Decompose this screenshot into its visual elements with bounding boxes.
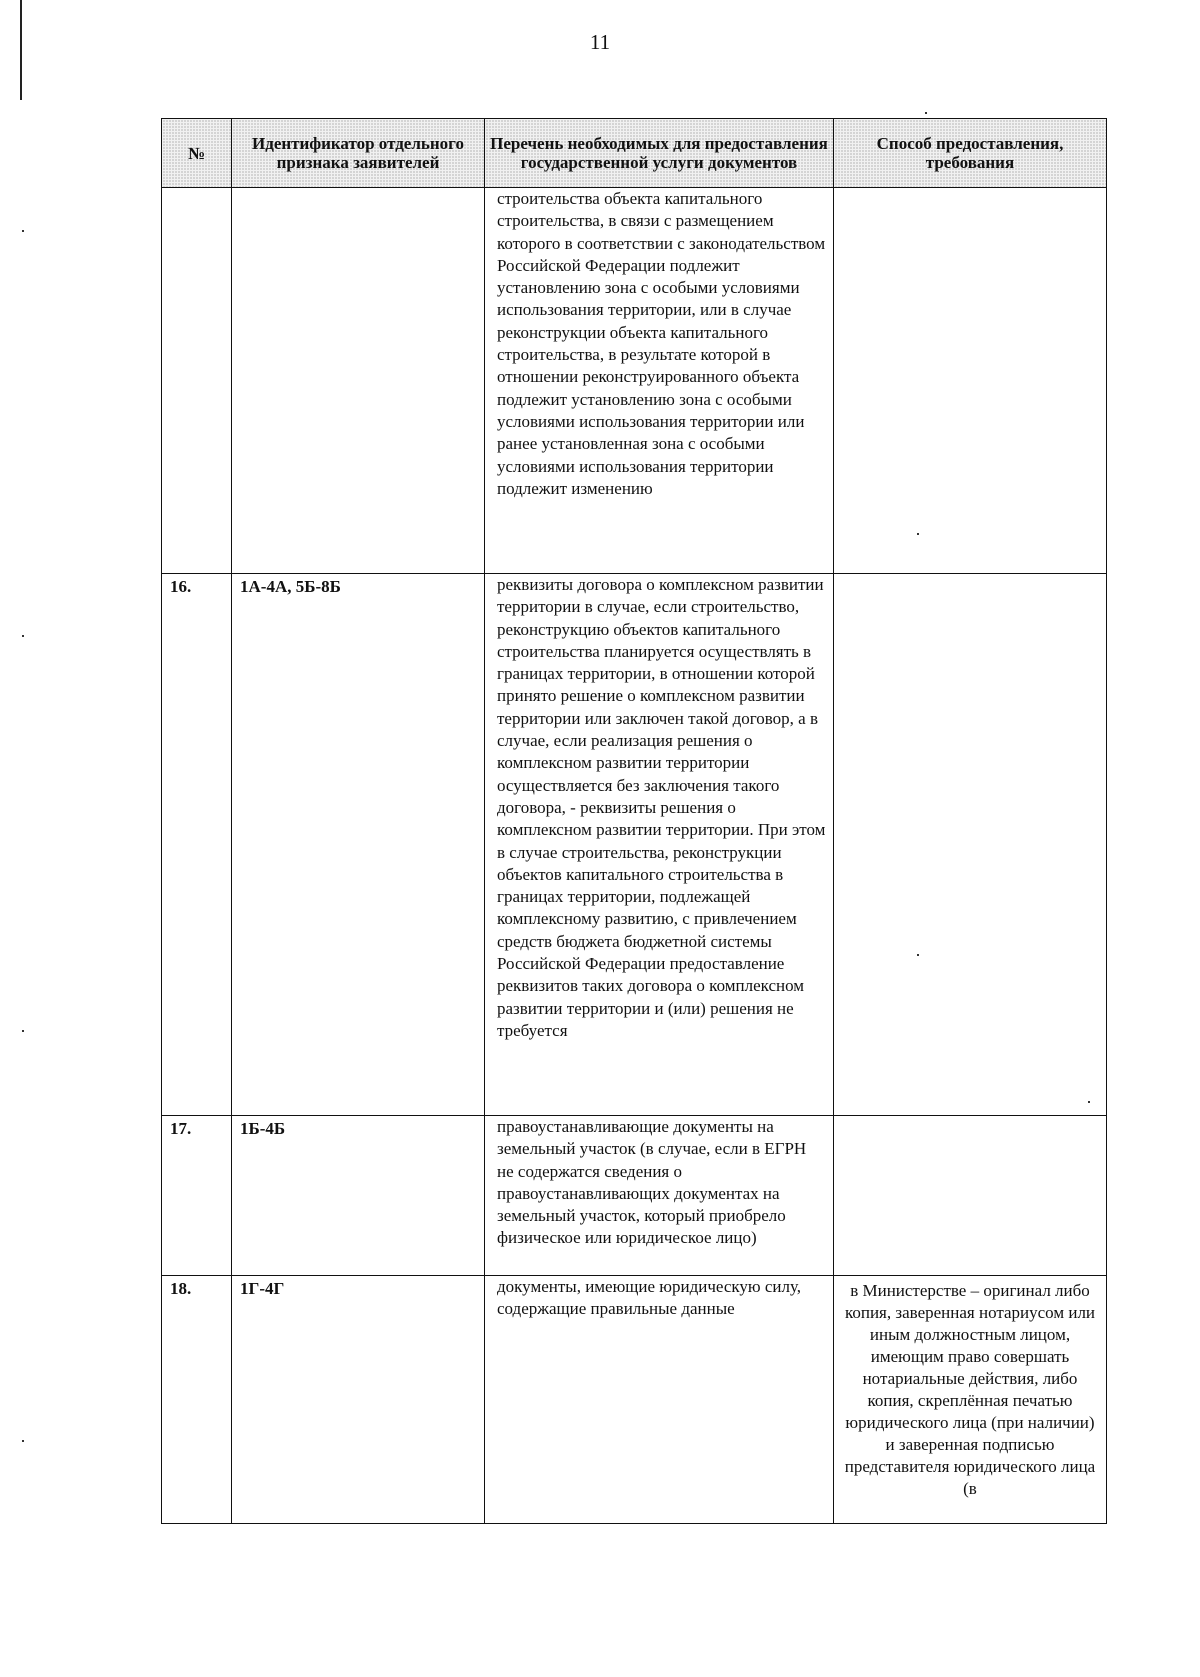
row-num: [162, 188, 232, 574]
row-identifier: 1Б-4Б: [232, 1116, 485, 1276]
page-number: 11: [589, 30, 611, 54]
row-method: [834, 188, 1107, 574]
row-documents: реквизиты договора о комплексном развитии территории в случае, если строительство, реконструкцию объектов капитального строительства планируется осуществлять в границах территории, в отношении которой принято решение о комплексном развитии территории или заключен такой договор, а в случае, если реализация решения о комплексном развитии территории осуществляется без заключения такого договора, - реквизиты решения о комплексном развитии территории. При этом в случае строительства, реконструкции объектов капитального строительства в границах территории, подлежащей комплексному развитию, с привлечением средств бюджета бюджетной системы Российской Федерации предоставление реквизитов таких договора о комплексном развитии территории и (или) решения не требуется: [485, 574, 834, 1116]
header-documents: Перечень необходимых для предоставления государственной услуги документов: [485, 119, 834, 188]
row-num: 16.: [162, 574, 232, 1116]
table-header-row: [162, 119, 1107, 188]
row-method: в Министерстве – оригинал либо копия, заверенная нотариусом или иным должностным лицом, имеющим право совершать нотариальные действия, либо копия, скреплённая печатью юридического лица (при наличии) и заверенная подписью представителя юридического лица (в: [834, 1276, 1107, 1524]
scan-speck: [22, 1030, 24, 1032]
row-identifier: [232, 188, 485, 574]
table-row: [162, 188, 1107, 574]
row-documents: строительства объекта капитального строительства, в связи с размещением которого в соответствии с законодательством Российской Федерации подлежит установлению зона с особыми условиями использования территории, или в случае реконструкции объекта капитального строительства, в результате которой в отношении реконструированного объекта подлежит установлению зона с особыми условиями использования территории или ранее установленная зона с особыми условиями использования территории подлежит изменению: [485, 188, 834, 574]
row-num: 17.: [162, 1116, 232, 1276]
row-documents: документы, имеющие юридическую силу, содержащие правильные данные: [485, 1276, 834, 1524]
row-identifier: 1Г-4Г: [232, 1276, 485, 1524]
scan-speck: [22, 1440, 24, 1442]
scan-speck: [22, 635, 24, 637]
documents-table: [161, 118, 1107, 1524]
scan-speck: [22, 230, 24, 232]
header-identifier: Идентификатор отдельного признака заявителей: [232, 119, 485, 188]
row-method: [834, 574, 1107, 1116]
row-num: 18.: [162, 1276, 232, 1524]
table-row: [162, 1276, 1107, 1524]
row-documents: правоустанавливающие документы на земельный участок (в случае, если в ЕГРН не содержатся сведения о правоустанавливающих документах на земельный участок, который приобрело физическое или юридическое лицо): [485, 1116, 834, 1276]
row-method: [834, 1116, 1107, 1276]
row-identifier: 1А-4А, 5Б-8Б: [232, 574, 485, 1116]
header-method: Способ предоставления, требования: [834, 119, 1107, 188]
header-num: №: [162, 119, 232, 188]
table-row: [162, 574, 1107, 1116]
scan-speck: [925, 112, 927, 114]
table-row: [162, 1116, 1107, 1276]
